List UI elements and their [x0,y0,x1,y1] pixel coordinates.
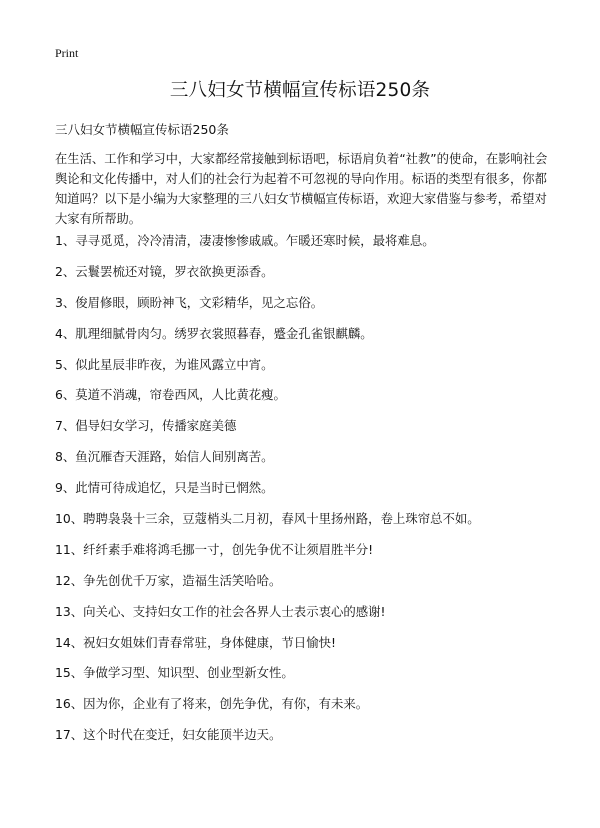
slogan-item-5: 5、似此星辰非昨夜，为谁风露立中宵。 [55,356,274,372]
document-subtitle: 三八妇女节横幅宣传标语250条 [55,122,229,137]
slogan-item-6: 6、莫道不消魂，帘卷西风，人比黄花瘦。 [55,387,286,403]
slogan-item-2: 2、云鬟罢梳还对镜，罗衣欲换更添香。 [55,263,274,279]
slogan-item-13: 13、向关心、支持妇女工作的社会各界人士表示衷心的感谢! [55,603,386,619]
slogan-item-12: 12、争先创优千万家，造福生活笑哈哈。 [55,572,282,588]
document-title: 三八妇女节横幅宣传标语250条 [169,80,431,101]
slogan-item-1: 1、寻寻觅觅，冷冷清清，凄凄惨惨戚戚。乍暖还寒时候，最将难息。 [55,233,435,248]
slogan-item-3: 3、俊眉修眼，顾盼神飞，文彩精华，见之忘俗。 [55,294,324,310]
slogan-item-9: 9、此情可待成追忆，只是当时已惘然。 [55,480,274,496]
slogan-item-17: 17、这个时代在变迁，妇女能顶半边天。 [55,727,282,743]
intro-paragraph: 在生活、工作和学习中，大家都经常接触到标语吧，标语肩负着“社教”的使命，在影响社会舆论和文化传播中，对人们的社会行为起着不可忽视的导向作用。标语的类型有很多，你都知道吗？以下是小编为大家整理的三八妇女节横幅宣传标语，欢迎大家借鉴与参考，希望对大家有所帮助。 [55,152,548,226]
slogan-item-4: 4、肌理细腻骨肉匀。绣罗衣裳照暮春，蹙金孔雀银麒麟。 [55,325,373,341]
slogan-item-15: 15、争做学习型、知识型、创业型新女性。 [55,665,294,681]
slogan-item-11: 11、纤纤素手难将鸿毛挪一寸，创先争优不让须眉胜半分! [55,541,374,557]
slogan-list [55,233,555,758]
slogan-item-16: 16、因为你，企业有了将来，创先争优，有你，有未来。 [55,696,369,712]
slogan-item-7: 7、倡导妇女学习，传播家庭美德 [55,418,237,434]
slogan-item-8: 8、鱼沉雁杳天涯路，始信人间别离苦。 [55,449,274,465]
print-link[interactable]: Print [55,46,79,60]
slogan-item-14: 14、祝妇女姐妹们青春常驻，身体健康，节日愉快! [55,634,336,650]
slogan-item-10: 10、聘聘袅袅十三余，豆蔻梢头二月初，春风十里扬州路，卷上珠帘总不如。 [55,511,480,527]
